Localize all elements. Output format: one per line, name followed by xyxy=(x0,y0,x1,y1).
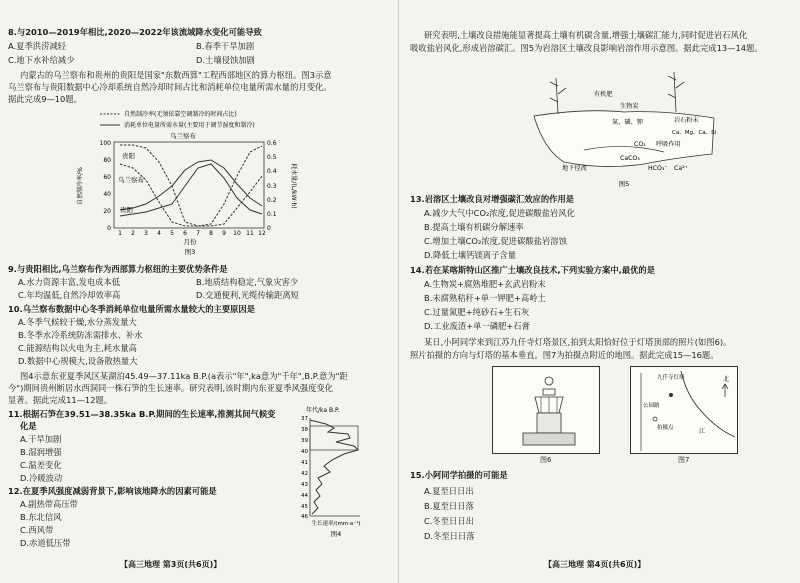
ytick: 0.4 xyxy=(267,168,277,175)
ytick: 46 xyxy=(301,514,308,520)
ytick: 0 xyxy=(107,225,111,232)
y-ticks-right xyxy=(267,140,277,232)
lighthouse-marker xyxy=(669,393,673,397)
q12-option-b: B.东北信风 xyxy=(20,512,62,522)
figure-3 xyxy=(70,104,300,256)
page-3-footer: 【高三地理 第3页(共6页)】 xyxy=(120,560,222,569)
page-4 xyxy=(404,0,796,583)
passage-3-line-3: 显著。据此完成11—12题。 xyxy=(8,395,113,405)
q9-stem: 9.与贵阳相比,乌兰察布作为西部算力枢纽的主要优势条件是 xyxy=(8,264,228,274)
ytick: 0.5 xyxy=(267,154,277,161)
label-shooting-point: 拍摄点 xyxy=(657,425,674,431)
passage-r1-line-1: 研究表明,土壤改良措施能显著提高土壤有机碳含量,增强土壤碳汇能力,同时促进岩石风化 xyxy=(424,30,748,40)
ytick: 41 xyxy=(301,460,308,466)
label-river: 江 xyxy=(699,428,706,435)
q15-option-d: D.冬至日日落 xyxy=(424,531,475,541)
figure-7-drawing xyxy=(631,367,737,453)
label-groundwater: 地下径流 xyxy=(562,165,587,172)
q11-stem-line-1: 11.根据石笋在39.51—38.35ka B.P.期间的生长速率,推测其间气候变 xyxy=(8,409,276,419)
ytick: 38 xyxy=(301,427,308,433)
label-biochar: 生物炭 xyxy=(620,103,639,110)
q12-stem: 12.在夏季风强度减弱背景下,影响该地降水的因素可能是 xyxy=(8,486,217,496)
q14-option-b: B.未腐熟秸秆+单一钾肥+高岭土 xyxy=(424,293,546,303)
q11-option-c: C.温差变化 xyxy=(20,460,62,470)
page-4-footer: 【高三地理 第4页(共6页)】 xyxy=(544,560,646,569)
ytick: 60 xyxy=(103,174,111,181)
figure-6-caption: 图6 xyxy=(540,456,552,464)
q9-option-d: D.交通便利,光缆传输距离短 xyxy=(196,290,299,300)
q9-option-c: C.年均温低,自然冷却效率高 xyxy=(18,290,121,300)
series-wulanchabu-water xyxy=(120,164,262,216)
passage-r2-line-1: 某日,小阿同学来到江苏九仟寺灯塔景区,拍到太阳恰好位于灯塔顶部的照片(如图6)。 xyxy=(424,337,732,347)
figure-5-caption: 图5 xyxy=(618,180,630,188)
q11-option-a: A.干旱加剧 xyxy=(20,434,62,444)
xtick: 2 xyxy=(131,230,135,237)
ytick: 44 xyxy=(301,493,308,499)
label-caco3: CaCO₃ xyxy=(620,155,640,162)
q13-option-a: A.减少大气中CO₂浓度,促进碳酸盐岩风化 xyxy=(424,208,575,218)
xtick: 1 xyxy=(118,230,122,237)
figure-6-drawing xyxy=(493,367,599,453)
xtick: 6 xyxy=(183,230,187,237)
label-north: 北 xyxy=(723,376,730,383)
label-ca-ion: Ca²⁺ xyxy=(674,165,688,172)
q15-option-b: B.夏至日日落 xyxy=(424,501,474,511)
q13-stem: 13.岩溶区土壤改良对增强碳汇效应的作用是 xyxy=(410,194,575,204)
q14-option-d: D.工业废渣+单一磷肥+石膏 xyxy=(424,321,530,331)
series-guiyang-water xyxy=(120,160,262,210)
ytick: 80 xyxy=(103,157,111,164)
ytick: 43 xyxy=(301,482,308,488)
fig4-growth-rate-curve xyxy=(310,420,358,514)
xtick: 8 xyxy=(209,230,213,237)
q15-stem: 15.小阿同学拍摄的可能是 xyxy=(410,470,508,480)
crop-plant-right xyxy=(668,72,684,112)
xtick: 9 xyxy=(222,230,226,237)
q10-option-b: B.冬季水冷系统防冻需排水、补水 xyxy=(18,330,143,340)
xtick: 5 xyxy=(170,230,174,237)
q14-option-c: C.过量氮肥+纯砂石+生石灰 xyxy=(424,307,530,317)
ytick: 42 xyxy=(301,471,308,477)
legend-cooling: 自然制冷率(无须依靠空调制冷的时间占比) xyxy=(124,111,237,118)
fig4-y-ticks xyxy=(301,416,308,520)
q9-option-a: A.水力资源丰富,发电成本低 xyxy=(18,277,121,287)
ytick: 20 xyxy=(103,208,111,215)
passage-2-line-2: 乌兰察布与贵阳数据中心冷却系统自然冷却时间占比和消耗单位电量所需水量的月变化。 xyxy=(8,82,332,92)
figure-6-photo xyxy=(492,366,600,454)
figure-7-map xyxy=(630,366,738,454)
sun-icon xyxy=(545,377,553,385)
q8-option-d: D.土壤侵蚀加剧 xyxy=(196,55,255,65)
label-elements: Ca、Mg、Ca、Si xyxy=(672,130,717,136)
q10-option-a: A.冬季气候较干燥,水分蒸发量大 xyxy=(18,317,137,327)
fig4-xlabel: 生长速率/(mm·a⁻¹) xyxy=(311,521,361,527)
figure-4-caption: 图4 xyxy=(330,530,342,538)
xtick: 11 xyxy=(246,230,254,237)
label-co2: CO₂ xyxy=(634,141,646,148)
label-wulanchabu-mid: 乌兰察布 xyxy=(118,176,144,184)
ytick: 37 xyxy=(301,416,308,422)
q11-stem-line-2: 化是 xyxy=(20,421,37,431)
label-wulanchabu-top: 乌兰察布 xyxy=(170,132,196,140)
q14-option-a: A.生物炭+腐熟堆肥+玄武岩粉末 xyxy=(424,279,546,289)
label-rock-powder: 岩石粉末 xyxy=(674,117,699,124)
ylabel-right: 耗水量/(L/kW·h) xyxy=(290,163,297,209)
xtick: 10 xyxy=(233,230,241,237)
q10-option-d: D.数据中心规模大,设备散热量大 xyxy=(18,356,138,366)
shooting-point-marker xyxy=(653,417,657,421)
figure-5 xyxy=(524,58,724,190)
q12-option-d: D.赤道低压带 xyxy=(20,538,71,548)
q8-option-b: B.春季干旱加剧 xyxy=(196,41,255,51)
xlabel: 月份 xyxy=(183,238,197,246)
q13-option-b: B.提高土壤有机碳分解速率 xyxy=(424,222,524,232)
crop-plant-left xyxy=(550,78,566,114)
q11-option-d: D.冷暖波动 xyxy=(20,473,63,483)
ytick: 0.1 xyxy=(267,211,277,218)
label-organic-fertilizer: 有机肥 xyxy=(594,91,613,98)
xtick: 3 xyxy=(144,230,148,237)
ytick: 45 xyxy=(301,504,308,510)
figure-3-caption: 图3 xyxy=(184,248,196,256)
q10-option-c: C.能源结构以火电为主,耗水量高 xyxy=(18,343,137,353)
series-wulanchabu-cooling xyxy=(120,145,262,226)
legend-water: 消耗单位电量所需水量(主要用于调节湿度和制冷) xyxy=(124,122,255,129)
ytick: 100 xyxy=(99,140,111,147)
label-guiyang-low: 贵阳 xyxy=(120,206,133,214)
fig4-highlight-box xyxy=(310,426,358,450)
passage-3-line-1: 图4示意东亚夏季风区某湖泊45.49—37.11ka B.P.(a表示"年",ka意为"千年",B.P.意为"距 xyxy=(20,371,348,381)
north-arrow-icon xyxy=(722,384,728,397)
label-npk: 氮、磷、钾 xyxy=(612,119,643,126)
x-ticks xyxy=(118,230,266,237)
q9-option-b: B.地质结构稳定,气象灾害少 xyxy=(196,277,299,287)
ytick: 0.6 xyxy=(267,140,277,147)
lighthouse-base xyxy=(523,433,575,445)
fig4-ytitle: 年代/ka B.P. xyxy=(306,407,340,414)
q15-option-a: A.夏至日日出 xyxy=(424,486,474,496)
q12-option-c: C.西风带 xyxy=(20,525,54,535)
y-ticks-left xyxy=(100,140,112,232)
q12-option-a: A.副热带高压带 xyxy=(20,499,78,509)
page-3 xyxy=(0,0,392,583)
plot-frame xyxy=(114,142,264,228)
passage-r1-line-2: 吸收盐岩风化,形成岩溶碳汇。图5为岩溶区土壤改良影响岩溶作用示意图。据此完成13—14题。 xyxy=(410,43,763,53)
label-respiration: 呼吸作用 xyxy=(656,141,681,148)
lighthouse-body xyxy=(537,413,561,433)
series-guiyang-cooling xyxy=(120,164,262,226)
label-hco3: HCO₃⁻ xyxy=(648,165,668,172)
ytick: 39 xyxy=(301,438,308,444)
passage-2-line-1: 内蒙古的乌兰察布和贵州的贵阳是国家"东数西算"工程西部地区的算力枢纽。图3示意 xyxy=(20,70,332,80)
q14-stem: 14.若在某喀斯特山区推广土壤改良技术,下列实验方案中,最优的是 xyxy=(410,265,656,275)
q15-option-c: C.冬至日日出 xyxy=(424,516,474,526)
page-divider xyxy=(398,0,399,583)
q8-stem: 8.与2010—2019年相比,2020—2022年该流域降水变化可能导致 xyxy=(8,27,262,37)
ytick: 0 xyxy=(267,225,271,232)
ytick: 0.2 xyxy=(267,197,277,204)
q8-option-c: C.地下水补给减少 xyxy=(8,55,75,65)
ytick: 0.3 xyxy=(267,183,277,190)
label-lighthouse: 九仟寺灯塔 xyxy=(657,375,685,381)
label-road: 公园路 xyxy=(643,403,660,409)
xtick: 4 xyxy=(157,230,161,237)
xtick: 12 xyxy=(258,230,266,237)
q8-option-a: A.夏季洪涝减轻 xyxy=(8,41,66,51)
lighthouse-rails xyxy=(541,397,557,413)
lighthouse-lamp xyxy=(543,389,555,395)
q10-stem: 10.乌兰察布数据中心冬季消耗单位电量所需水量较大的主要原因是 xyxy=(8,304,256,314)
passage-r2-line-2: 照片拍摄的方向与灯塔的基本垂直。图7为拍摄点附近的地图。据此完成15—16题。 xyxy=(410,350,719,360)
q11-option-b: B.湿润增强 xyxy=(20,447,62,457)
ytick: 40 xyxy=(301,449,308,455)
figure-7-caption: 图7 xyxy=(678,456,690,464)
q13-option-c: C.增加土壤CO₂浓度,促进碳酸盐岩溶蚀 xyxy=(424,236,567,246)
q13-option-d: D.降低土壤钙镁离子含量 xyxy=(424,250,516,260)
passage-3-line-2: 今")期间贵州断居水西洞同一株石笋的生长速率。研究表明,该时期内东亚夏季风强度变化 xyxy=(8,383,333,393)
xtick: 7 xyxy=(196,230,200,237)
figure-4 xyxy=(288,404,388,540)
ytick: 40 xyxy=(103,191,111,198)
passage-2-line-3: 据此完成9—10题。 xyxy=(8,94,82,104)
label-guiyang-top: 贵阳 xyxy=(122,152,135,160)
ylabel-left: 自然制冷率/% xyxy=(77,167,84,205)
